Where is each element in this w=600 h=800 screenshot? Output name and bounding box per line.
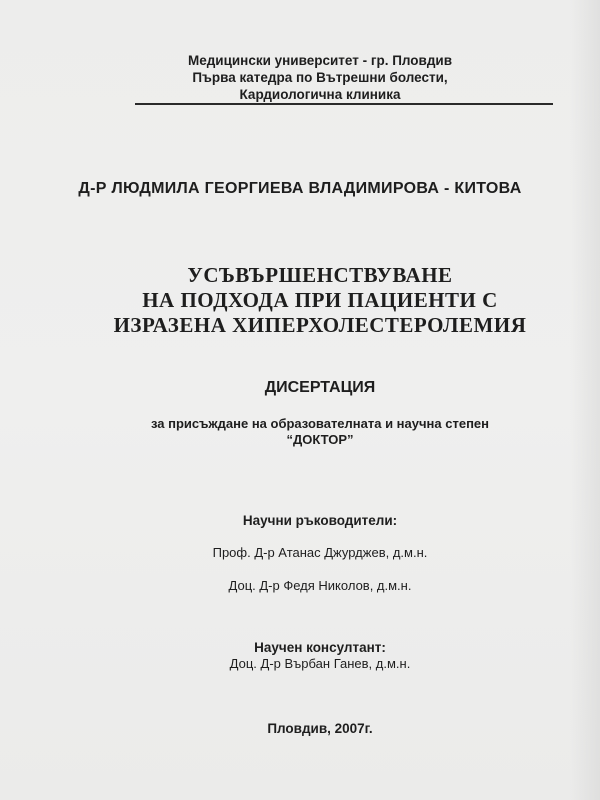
place-and-date: Пловдив, 2007г. [267,721,373,736]
degree-purpose [40,416,600,448]
degree-name: “ДОКТОР” [286,432,354,447]
supervisors-label: Научни ръководители: [242,513,398,528]
header-divider [135,103,553,105]
author-name: Д-Р ЛЮДМИЛА ГЕОРГИЕВА ВЛАДИМИРОВА - КИТОВА [78,180,522,197]
clinic-line: Кардиологична клиника [239,87,401,102]
title-line-3: ИЗРАЗЕНА ХИПЕРХОЛЕСТЕРОЛЕМИЯ [113,313,527,337]
dissertation-title [40,263,600,338]
title-line-2: НА ПОДХОДА ПРИ ПАЦИЕНТИ С [142,288,498,312]
supervisor-1: Проф. Д-р Атанас Джурджев, д.м.н. [212,545,428,560]
page-edge-shadow [570,0,600,800]
university-line: Медицински университет - гр. Пловдив [187,53,453,68]
purpose-line: за присъждане на образователната и научна степен [150,416,490,431]
department-line: Първа катедра по Вътрешни болести, [192,70,448,85]
title-line-1: УСЪВЪРШЕНСТВУВАНЕ [187,263,453,287]
supervisor-2: Доц. Д-р Федя Николов, д.м.н. [228,578,412,593]
consultant-label: Научен консултант: [254,640,386,655]
consultant-name: Доц. Д-р Върбан Ганев, д.м.н. [229,656,411,671]
institution-header [40,52,600,103]
document-type: ДИСЕРТАЦИЯ [264,379,376,396]
